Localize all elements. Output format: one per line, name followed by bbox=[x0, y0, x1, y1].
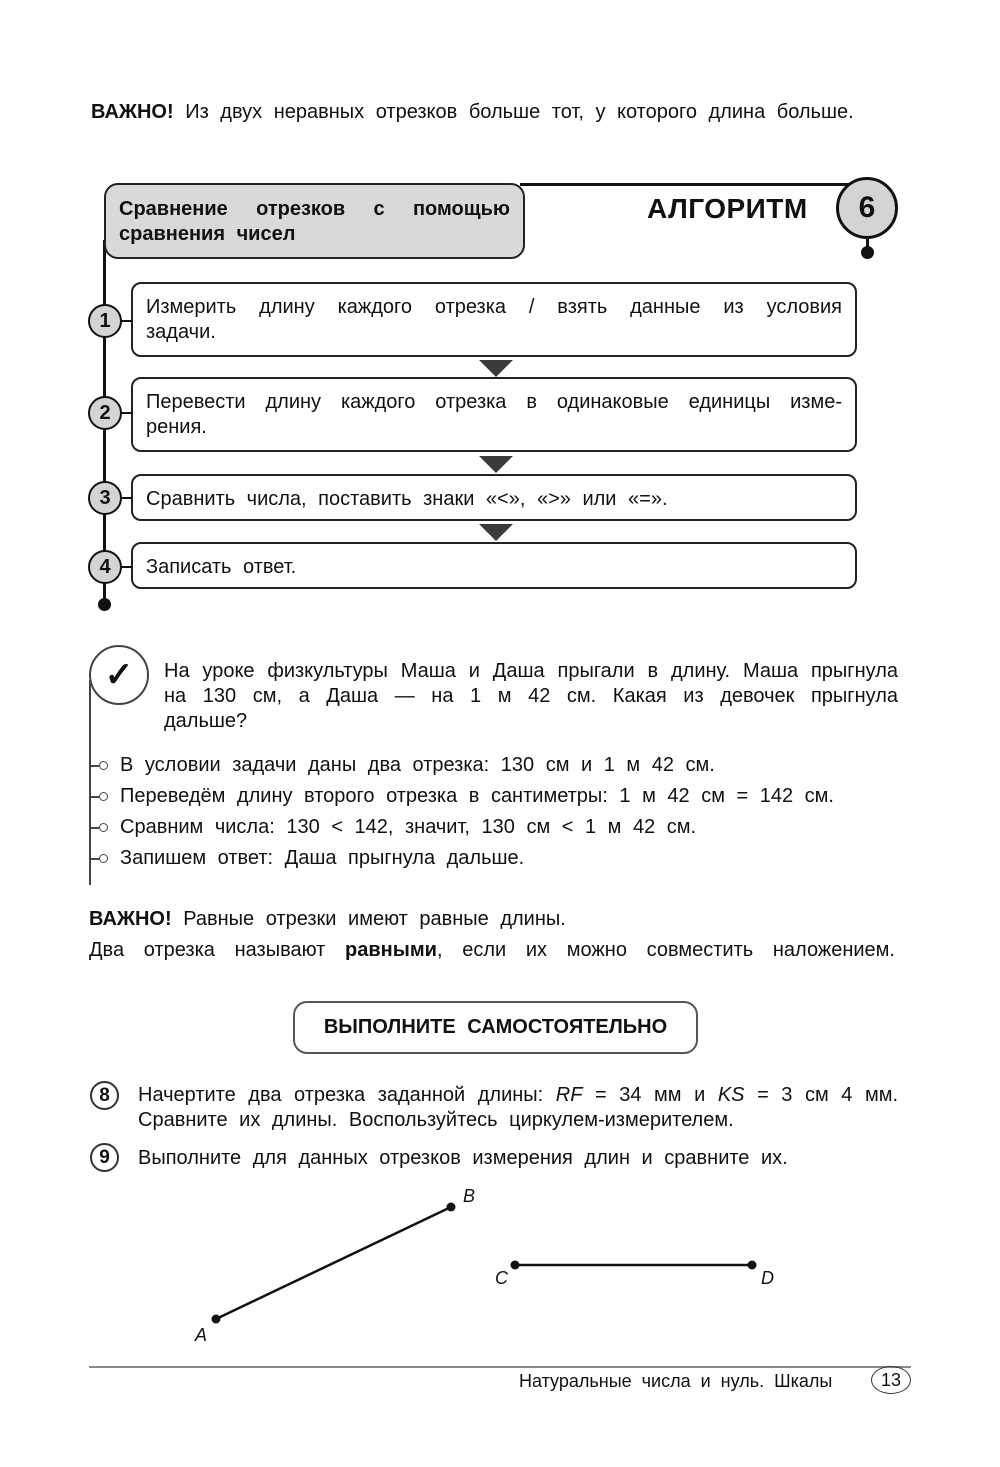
solution-step bbox=[89, 846, 524, 871]
solution-text: Запишем ответ: Даша прыгнула дальше. bbox=[120, 847, 525, 869]
step-number-1: 1 bbox=[88, 304, 122, 338]
bullet-connector bbox=[89, 796, 99, 798]
bullet-connector bbox=[89, 858, 99, 860]
task-text: = 34 мм и bbox=[582, 1084, 718, 1106]
algorithm-step-2 bbox=[131, 377, 857, 452]
step-connector bbox=[121, 497, 132, 499]
arrow-down-icon bbox=[479, 360, 513, 377]
arrow-down-icon bbox=[479, 524, 513, 541]
example-problem: На уроке физкультуры Маша и Даша прыгали в длину. Маша прыгнула на 130 см, а Даша — на 1 м 42 см. Какая из девочек прыгнула дальше? bbox=[164, 660, 898, 732]
definition-equal-segments bbox=[89, 938, 895, 963]
step-text-line1: Перевести длину каждого отрезка в одинаковые единицы изме- bbox=[146, 391, 842, 413]
task-9-text: Выполните для данных отрезков измерения длин и сравните их. bbox=[138, 1147, 788, 1169]
algorithm-top-rule bbox=[520, 183, 860, 186]
segment-name: RF bbox=[555, 1084, 583, 1106]
step-text-line1: Измерить длину каждого отрезка / взять данные из условия bbox=[146, 296, 842, 318]
bullet-circle-icon bbox=[99, 761, 108, 770]
definition-text: , если их можно совместить наложением. bbox=[436, 939, 895, 961]
segment-name: KS bbox=[717, 1084, 745, 1106]
algorithm-number-badge: 6 bbox=[836, 177, 898, 239]
checkmark-icon: ✓ bbox=[89, 645, 149, 705]
task-number-8: 8 bbox=[90, 1081, 119, 1110]
self-work-banner: ВЫПОЛНИТЕ САМОСТОЯТЕЛЬНО bbox=[293, 1001, 698, 1054]
step-connector bbox=[121, 566, 132, 568]
important-label: ВАЖНО! bbox=[91, 101, 174, 123]
algorithm-step-3 bbox=[131, 474, 857, 521]
step-number-2: 2 bbox=[88, 396, 122, 430]
solution-step bbox=[89, 753, 715, 778]
definition-term: равными bbox=[345, 939, 437, 961]
solution-text: Переведём длину второго отрезка в сантиметры: 1 м 42 см = 142 см. bbox=[120, 785, 834, 807]
bullet-circle-icon bbox=[99, 854, 108, 863]
footer-rule bbox=[89, 1366, 911, 1368]
solution-text: В условии задачи даны два отрезка: 130 см и 1 м 42 см. bbox=[120, 754, 715, 776]
step-text-line2: задачи. bbox=[146, 321, 216, 343]
point-a bbox=[212, 1315, 221, 1324]
algorithm-header-line1: Сравнение отрезков с помощью bbox=[119, 198, 510, 220]
label-c: C bbox=[495, 1268, 508, 1288]
algorithm-step-1 bbox=[131, 282, 857, 357]
point-d bbox=[748, 1261, 757, 1270]
solution-step bbox=[89, 815, 696, 840]
task-number-9: 9 bbox=[90, 1143, 119, 1172]
task-text: = 3 см 4 мм. Сравните их длины. Воспользуйтесь циркулем-измерителем. bbox=[138, 1084, 899, 1131]
solution-text: Сравним числа: 130 < 142, значит, 130 см < 1 м 42 см. bbox=[120, 816, 697, 838]
solution-step bbox=[89, 784, 834, 809]
bullet-connector bbox=[89, 827, 99, 829]
step-number-3: 3 bbox=[88, 481, 122, 515]
algorithm-header-line2: сравнения чисел bbox=[119, 223, 296, 245]
page-number: 13 bbox=[871, 1366, 911, 1394]
definition-text: Два отрезка называют bbox=[89, 939, 346, 961]
important-text: Из двух неравных отрезков больше тот, у которого длина больше. bbox=[185, 101, 854, 123]
algorithm-step-4 bbox=[131, 542, 857, 589]
label-a: A bbox=[195, 1325, 208, 1345]
important-note-2 bbox=[89, 907, 566, 932]
bullet-connector bbox=[89, 765, 99, 767]
segment-cd bbox=[511, 1261, 757, 1270]
footer-section-title: Натуральные числа и нуль. Шкалы bbox=[519, 1371, 833, 1391]
segment-ab bbox=[212, 1203, 456, 1324]
algorithm-header bbox=[104, 183, 525, 259]
step-number-4: 4 bbox=[88, 550, 122, 584]
timeline-end-dot bbox=[98, 598, 111, 611]
important-note-1 bbox=[91, 100, 898, 125]
important-text: Равные отрезки имеют равные длины. bbox=[183, 908, 566, 930]
step-text-line1: Сравнить числа, поставить знаки «<», «>» или «=». bbox=[146, 488, 668, 510]
algorithm-title: АЛГОРИТМ bbox=[647, 193, 808, 224]
point-c bbox=[511, 1261, 520, 1270]
bullet-circle-icon bbox=[99, 792, 108, 801]
bullet-circle-icon bbox=[99, 823, 108, 832]
label-b: B bbox=[463, 1186, 476, 1206]
step-text-line1: Записать ответ. bbox=[146, 556, 297, 578]
arrow-down-icon bbox=[479, 456, 513, 473]
task-8-text bbox=[138, 1083, 898, 1133]
task-text: Начертите два отрезка заданной длины: bbox=[138, 1084, 556, 1106]
step-text-line2: рения. bbox=[146, 416, 207, 438]
step-connector bbox=[121, 320, 132, 322]
badge-dot bbox=[861, 246, 874, 259]
step-connector bbox=[121, 412, 132, 414]
important-label: ВАЖНО! bbox=[89, 908, 172, 930]
point-b bbox=[447, 1203, 456, 1212]
label-d: D bbox=[761, 1268, 774, 1288]
